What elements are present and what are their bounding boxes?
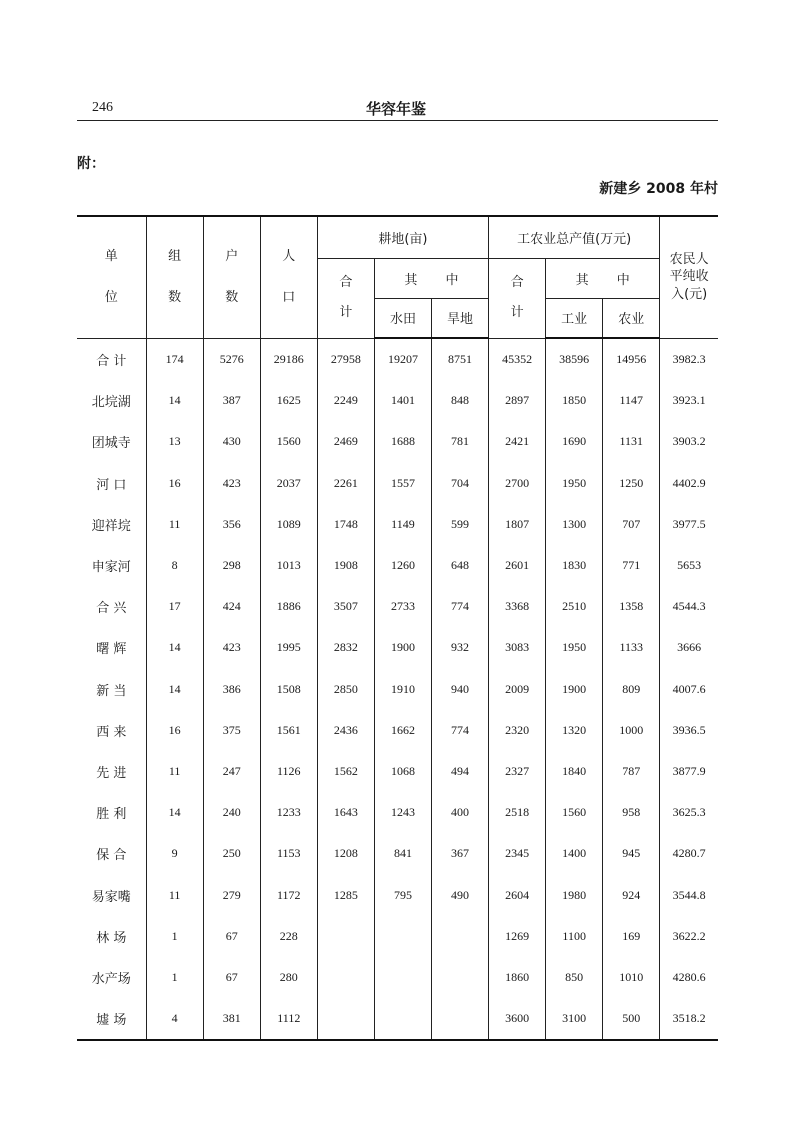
header-unit-char-1: 单 bbox=[104, 248, 118, 264]
cell-agriculture: 1147 bbox=[603, 380, 660, 421]
cell-farmland-total: 1748 bbox=[317, 504, 374, 545]
cell-income: 4544.3 bbox=[660, 586, 718, 627]
cell-income: 3903.2 bbox=[660, 421, 718, 462]
cell-dryland: 599 bbox=[431, 504, 488, 545]
cell-dryland: 367 bbox=[431, 833, 488, 874]
cell-groups: 8 bbox=[146, 545, 203, 586]
cell-farmland-total bbox=[317, 916, 374, 957]
cell-income: 4007.6 bbox=[660, 669, 718, 710]
header-farmland-total-char-1: 合 bbox=[339, 275, 353, 291]
cell-farmland-total: 1562 bbox=[317, 751, 374, 792]
cell-households: 279 bbox=[203, 874, 260, 915]
header-population bbox=[260, 216, 317, 338]
cell-paddy bbox=[374, 957, 431, 998]
cell-groups: 11 bbox=[146, 751, 203, 792]
cell-industry: 1980 bbox=[546, 874, 603, 915]
cell-households: 356 bbox=[203, 504, 260, 545]
cell-dryland: 400 bbox=[431, 792, 488, 833]
cell-output-total: 2897 bbox=[489, 380, 546, 421]
cell-households: 423 bbox=[203, 463, 260, 504]
cell-farmland-total bbox=[317, 998, 374, 1040]
header-income bbox=[660, 216, 718, 338]
header-population-char-2: 口 bbox=[282, 290, 296, 306]
cell-income: 3982.3 bbox=[660, 338, 718, 380]
cell-income: 3518.2 bbox=[660, 998, 718, 1040]
cell-agriculture: 1250 bbox=[603, 463, 660, 504]
cell-households: 423 bbox=[203, 627, 260, 668]
cell-dryland bbox=[431, 998, 488, 1040]
cell-dryland bbox=[431, 957, 488, 998]
cell-output-total: 2345 bbox=[489, 833, 546, 874]
cell-population: 1560 bbox=[260, 421, 317, 462]
cell-farmland-total: 1643 bbox=[317, 792, 374, 833]
cell-agriculture: 1010 bbox=[603, 957, 660, 998]
cell-dryland bbox=[431, 916, 488, 957]
header-income-line-2: 平纯收 bbox=[669, 269, 709, 285]
cell-dryland: 8751 bbox=[431, 338, 488, 380]
header-paddy: 水田 bbox=[374, 298, 431, 338]
cell-farmland-total: 2249 bbox=[317, 380, 374, 421]
header-output-total bbox=[489, 258, 546, 338]
header-output-total-char-2: 计 bbox=[510, 305, 524, 320]
header-dryland: 旱地 bbox=[431, 298, 488, 338]
cell-industry: 1560 bbox=[546, 792, 603, 833]
cell-population: 1886 bbox=[260, 586, 317, 627]
cell-dryland: 490 bbox=[431, 874, 488, 915]
cell-households: 240 bbox=[203, 792, 260, 833]
cell-industry: 1320 bbox=[546, 710, 603, 751]
table-row bbox=[77, 545, 718, 586]
cell-industry: 1400 bbox=[546, 833, 603, 874]
header-farmland-total-char-2: 计 bbox=[339, 305, 353, 320]
cell-groups: 1 bbox=[146, 916, 203, 957]
cell-output-total: 2327 bbox=[489, 751, 546, 792]
table-row bbox=[77, 874, 718, 915]
cell-unit-name: 曙 辉 bbox=[77, 627, 146, 668]
cell-income: 4280.7 bbox=[660, 833, 718, 874]
cell-dryland: 648 bbox=[431, 545, 488, 586]
cell-paddy: 1401 bbox=[374, 380, 431, 421]
cell-unit-name: 林 场 bbox=[77, 916, 146, 957]
cell-dryland: 940 bbox=[431, 669, 488, 710]
cell-population: 1625 bbox=[260, 380, 317, 421]
header-income-line-3: 入(元) bbox=[671, 287, 708, 303]
cell-output-total: 45352 bbox=[489, 338, 546, 380]
cell-income: 5653 bbox=[660, 545, 718, 586]
table-row bbox=[77, 586, 718, 627]
cell-industry: 1100 bbox=[546, 916, 603, 957]
cell-industry: 1840 bbox=[546, 751, 603, 792]
header-groups-char-1: 组 bbox=[168, 248, 182, 264]
cell-industry: 3100 bbox=[546, 998, 603, 1040]
cell-unit-name: 申家河 bbox=[77, 545, 146, 586]
page-number: 246 bbox=[92, 100, 113, 115]
cell-output-total: 2601 bbox=[489, 545, 546, 586]
cell-output-total: 3083 bbox=[489, 627, 546, 668]
cell-output-total: 2320 bbox=[489, 710, 546, 751]
cell-groups: 11 bbox=[146, 504, 203, 545]
cell-groups: 14 bbox=[146, 792, 203, 833]
cell-industry: 1830 bbox=[546, 545, 603, 586]
table-row bbox=[77, 627, 718, 668]
header-groups bbox=[146, 216, 203, 338]
cell-output-total: 2604 bbox=[489, 874, 546, 915]
header-population-char-1: 人 bbox=[282, 248, 296, 264]
cell-output-total: 3368 bbox=[489, 586, 546, 627]
cell-unit-name: 墟 场 bbox=[77, 998, 146, 1040]
cell-dryland: 781 bbox=[431, 421, 488, 462]
cell-farmland-total: 1208 bbox=[317, 833, 374, 874]
cell-population: 1233 bbox=[260, 792, 317, 833]
cell-industry: 38596 bbox=[546, 338, 603, 380]
table-row bbox=[77, 380, 718, 421]
cell-income: 3923.1 bbox=[660, 380, 718, 421]
table-row bbox=[77, 463, 718, 504]
table-row bbox=[77, 751, 718, 792]
table-row bbox=[77, 504, 718, 545]
cell-paddy: 1557 bbox=[374, 463, 431, 504]
cell-groups: 17 bbox=[146, 586, 203, 627]
cell-households: 381 bbox=[203, 998, 260, 1040]
cell-industry: 1300 bbox=[546, 504, 603, 545]
cell-dryland: 774 bbox=[431, 710, 488, 751]
table-row bbox=[77, 669, 718, 710]
cell-farmland-total: 3507 bbox=[317, 586, 374, 627]
cell-unit-name: 胜 利 bbox=[77, 792, 146, 833]
header-groups-char-2: 数 bbox=[168, 290, 182, 306]
cell-paddy: 19207 bbox=[374, 338, 431, 380]
cell-unit-name: 水产场 bbox=[77, 957, 146, 998]
cell-output-total: 2009 bbox=[489, 669, 546, 710]
cell-paddy bbox=[374, 916, 431, 957]
cell-paddy: 2733 bbox=[374, 586, 431, 627]
cell-households: 67 bbox=[203, 957, 260, 998]
cell-groups: 14 bbox=[146, 627, 203, 668]
cell-income: 3877.9 bbox=[660, 751, 718, 792]
cell-farmland-total: 2261 bbox=[317, 463, 374, 504]
cell-groups: 13 bbox=[146, 421, 203, 462]
cell-agriculture: 14956 bbox=[603, 338, 660, 380]
cell-paddy: 1243 bbox=[374, 792, 431, 833]
cell-paddy: 1900 bbox=[374, 627, 431, 668]
header-households-char-1: 户 bbox=[225, 248, 239, 264]
cell-households: 387 bbox=[203, 380, 260, 421]
cell-output-total: 2421 bbox=[489, 421, 546, 462]
cell-industry: 1900 bbox=[546, 669, 603, 710]
cell-groups: 9 bbox=[146, 833, 203, 874]
table-row bbox=[77, 792, 718, 833]
cell-agriculture: 958 bbox=[603, 792, 660, 833]
running-title: 华容年鉴 bbox=[366, 100, 427, 118]
cell-industry: 2510 bbox=[546, 586, 603, 627]
cell-groups: 16 bbox=[146, 710, 203, 751]
cell-industry: 1850 bbox=[546, 380, 603, 421]
cell-households: 250 bbox=[203, 833, 260, 874]
cell-unit-name: 迎祥垸 bbox=[77, 504, 146, 545]
cell-income: 3544.8 bbox=[660, 874, 718, 915]
cell-groups: 16 bbox=[146, 463, 203, 504]
cell-population: 1172 bbox=[260, 874, 317, 915]
village-statistics-table bbox=[77, 215, 718, 1041]
header-unit bbox=[77, 216, 146, 338]
cell-dryland: 704 bbox=[431, 463, 488, 504]
cell-paddy: 1662 bbox=[374, 710, 431, 751]
cell-income: 3625.3 bbox=[660, 792, 718, 833]
header-households bbox=[203, 216, 260, 338]
cell-output-total: 3600 bbox=[489, 998, 546, 1040]
cell-households: 424 bbox=[203, 586, 260, 627]
cell-paddy bbox=[374, 998, 431, 1040]
cell-agriculture: 945 bbox=[603, 833, 660, 874]
table-row bbox=[77, 957, 718, 998]
cell-agriculture: 500 bbox=[603, 998, 660, 1040]
cell-dryland: 932 bbox=[431, 627, 488, 668]
header-farmland-total bbox=[317, 258, 374, 338]
cell-population: 1126 bbox=[260, 751, 317, 792]
cell-paddy: 1068 bbox=[374, 751, 431, 792]
table-row bbox=[77, 710, 718, 751]
cell-households: 247 bbox=[203, 751, 260, 792]
cell-households: 430 bbox=[203, 421, 260, 462]
cell-income: 4280.6 bbox=[660, 957, 718, 998]
cell-agriculture: 809 bbox=[603, 669, 660, 710]
cell-agriculture: 707 bbox=[603, 504, 660, 545]
header-households-char-2: 数 bbox=[225, 290, 239, 306]
cell-population: 1508 bbox=[260, 669, 317, 710]
appendix-label: 附： bbox=[77, 156, 105, 172]
cell-population: 1153 bbox=[260, 833, 317, 874]
cell-population: 2037 bbox=[260, 463, 317, 504]
cell-unit-name: 北垸湖 bbox=[77, 380, 146, 421]
cell-industry: 1690 bbox=[546, 421, 603, 462]
cell-farmland-total: 27958 bbox=[317, 338, 374, 380]
cell-households: 67 bbox=[203, 916, 260, 957]
cell-output-total: 1269 bbox=[489, 916, 546, 957]
cell-unit-name: 团城寺 bbox=[77, 421, 146, 462]
cell-paddy: 841 bbox=[374, 833, 431, 874]
table-row bbox=[77, 833, 718, 874]
cell-farmland-total: 2850 bbox=[317, 669, 374, 710]
table-row bbox=[77, 421, 718, 462]
cell-unit-name: 河 口 bbox=[77, 463, 146, 504]
cell-dryland: 494 bbox=[431, 751, 488, 792]
cell-industry: 1950 bbox=[546, 463, 603, 504]
table-row bbox=[77, 998, 718, 1040]
cell-groups: 11 bbox=[146, 874, 203, 915]
header-industry: 工业 bbox=[546, 298, 603, 338]
cell-unit-name: 合 兴 bbox=[77, 586, 146, 627]
cell-population: 29186 bbox=[260, 338, 317, 380]
cell-population: 280 bbox=[260, 957, 317, 998]
cell-dryland: 848 bbox=[431, 380, 488, 421]
table-row bbox=[77, 916, 718, 957]
cell-output-total: 2700 bbox=[489, 463, 546, 504]
header-farmland-of-which bbox=[374, 258, 488, 298]
cell-paddy: 1149 bbox=[374, 504, 431, 545]
cell-output-total: 1860 bbox=[489, 957, 546, 998]
cell-farmland-total: 2436 bbox=[317, 710, 374, 751]
cell-paddy: 1260 bbox=[374, 545, 431, 586]
cell-agriculture: 1131 bbox=[603, 421, 660, 462]
cell-farmland-total: 2469 bbox=[317, 421, 374, 462]
table-row bbox=[77, 338, 718, 380]
header-output-of-which bbox=[546, 258, 660, 298]
cell-income: 3622.2 bbox=[660, 916, 718, 957]
cell-groups: 14 bbox=[146, 669, 203, 710]
cell-farmland-total: 1285 bbox=[317, 874, 374, 915]
cell-unit-name: 合 计 bbox=[77, 338, 146, 380]
cell-agriculture: 771 bbox=[603, 545, 660, 586]
header-income-line-1: 农民人 bbox=[669, 251, 709, 267]
header-output-of-which-text: 其 中 bbox=[575, 272, 642, 288]
cell-income: 3666 bbox=[660, 627, 718, 668]
cell-groups: 1 bbox=[146, 957, 203, 998]
cell-unit-name: 易家嘴 bbox=[77, 874, 146, 915]
cell-farmland-total: 2832 bbox=[317, 627, 374, 668]
header-farmland: 耕地(亩) bbox=[317, 216, 488, 258]
cell-paddy: 795 bbox=[374, 874, 431, 915]
cell-agriculture: 169 bbox=[603, 916, 660, 957]
cell-output-total: 2518 bbox=[489, 792, 546, 833]
cell-agriculture: 924 bbox=[603, 874, 660, 915]
cell-income: 3977.5 bbox=[660, 504, 718, 545]
cell-unit-name: 保 合 bbox=[77, 833, 146, 874]
cell-agriculture: 1133 bbox=[603, 627, 660, 668]
header-output-total-char-1: 合 bbox=[510, 275, 524, 291]
cell-unit-name: 新 当 bbox=[77, 669, 146, 710]
cell-groups: 14 bbox=[146, 380, 203, 421]
header-rule bbox=[77, 120, 718, 121]
cell-groups: 174 bbox=[146, 338, 203, 380]
cell-population: 1561 bbox=[260, 710, 317, 751]
cell-groups: 4 bbox=[146, 998, 203, 1040]
cell-farmland-total bbox=[317, 957, 374, 998]
header-farmland-of-which-text: 其 中 bbox=[404, 272, 471, 288]
cell-population: 1013 bbox=[260, 545, 317, 586]
cell-population: 1995 bbox=[260, 627, 317, 668]
header-unit-char-2: 位 bbox=[104, 290, 118, 306]
cell-population: 1089 bbox=[260, 504, 317, 545]
cell-income: 4402.9 bbox=[660, 463, 718, 504]
cell-income: 3936.5 bbox=[660, 710, 718, 751]
header-agriculture: 农业 bbox=[603, 298, 660, 338]
cell-agriculture: 1000 bbox=[603, 710, 660, 751]
cell-paddy: 1688 bbox=[374, 421, 431, 462]
table-caption: 新建乡 2008 年村 bbox=[599, 181, 718, 197]
cell-agriculture: 787 bbox=[603, 751, 660, 792]
cell-population: 1112 bbox=[260, 998, 317, 1040]
header-output: 工农业总产值(万元) bbox=[489, 216, 660, 258]
cell-agriculture: 1358 bbox=[603, 586, 660, 627]
cell-industry: 1950 bbox=[546, 627, 603, 668]
cell-households: 375 bbox=[203, 710, 260, 751]
cell-output-total: 1807 bbox=[489, 504, 546, 545]
cell-households: 298 bbox=[203, 545, 260, 586]
cell-households: 386 bbox=[203, 669, 260, 710]
cell-paddy: 1910 bbox=[374, 669, 431, 710]
table-body bbox=[77, 338, 718, 1040]
cell-farmland-total: 1908 bbox=[317, 545, 374, 586]
cell-households: 5276 bbox=[203, 338, 260, 380]
cell-dryland: 774 bbox=[431, 586, 488, 627]
cell-unit-name: 先 进 bbox=[77, 751, 146, 792]
cell-industry: 850 bbox=[546, 957, 603, 998]
cell-unit-name: 西 来 bbox=[77, 710, 146, 751]
cell-population: 228 bbox=[260, 916, 317, 957]
